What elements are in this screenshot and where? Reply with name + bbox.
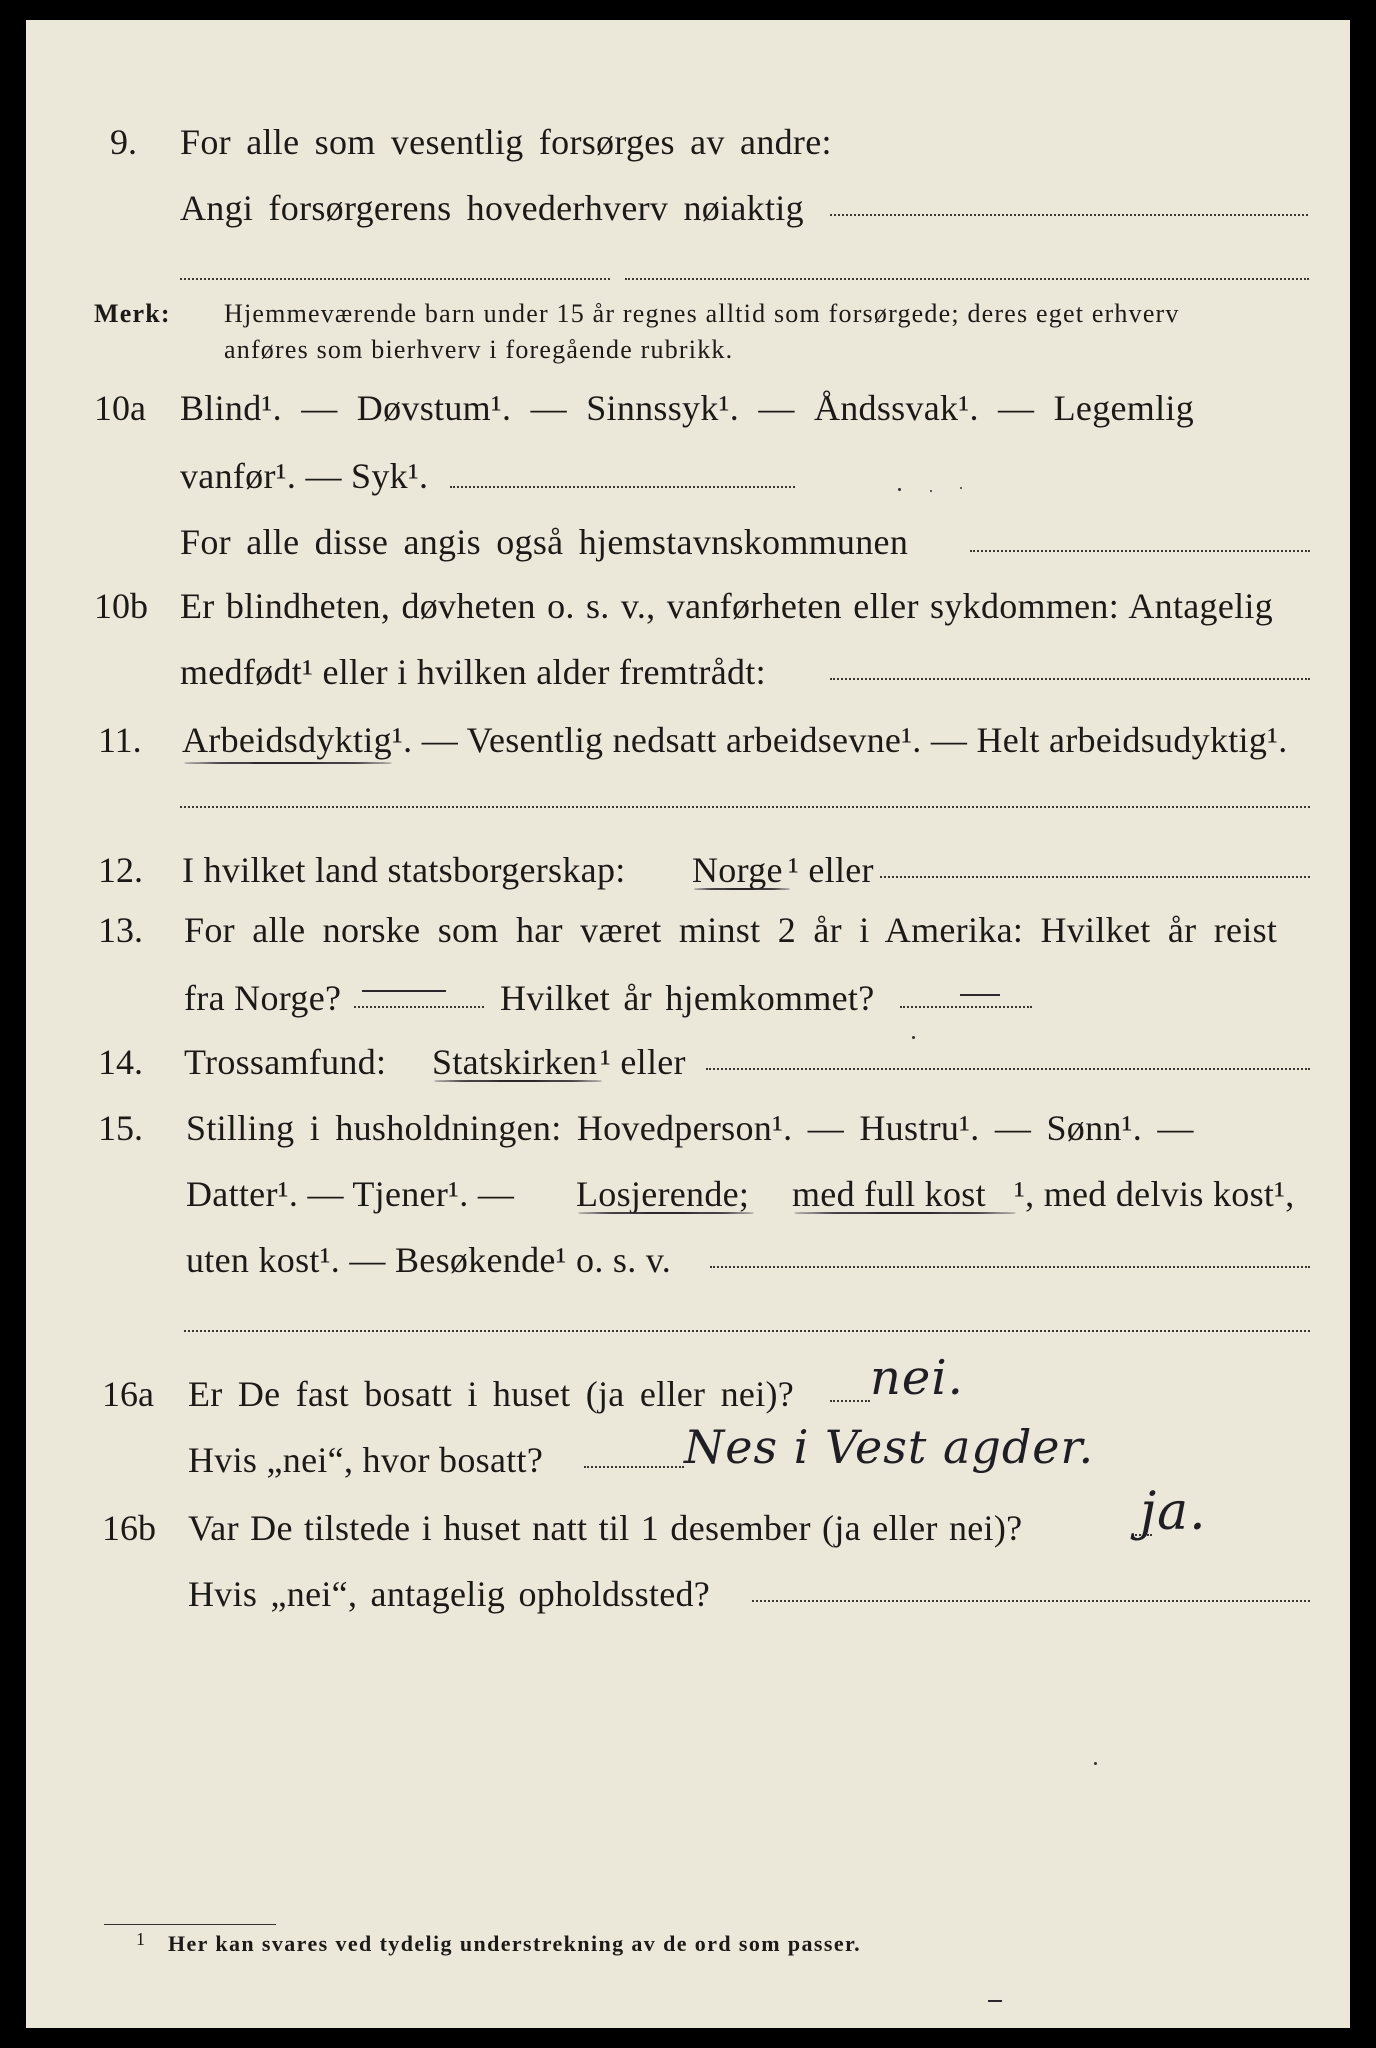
handwritten-answer-16a: nei. [870, 1350, 964, 1406]
q10a-hjemstavn-line[interactable] [970, 550, 1310, 552]
q9-answer-line[interactable] [830, 214, 1308, 216]
q16b-number: 16b [102, 1508, 156, 1548]
ink-mark [988, 2000, 1002, 2002]
q10a-line3: For alle disse angis også hjemstavnskommunen [180, 522, 909, 562]
q11-number: 11. [98, 720, 142, 760]
q16a-number: 16a [102, 1374, 154, 1414]
handwritten-underline [694, 888, 790, 890]
q13-hjemkommet-label: Hvilket år hjemkommet? [500, 978, 875, 1018]
q12-eller: ¹ eller [788, 850, 874, 890]
merk-line2: anføres som bierhverv i foregående rubrikk. [224, 335, 734, 364]
merk-line1: Hjemmeværende barn under 15 år regnes alltid som forsørgede; deres eget erhverv [224, 299, 1180, 328]
q9-line2: Angi forsørgerens hovederhverv nøiaktig [180, 188, 804, 228]
q15-answer-line[interactable] [710, 1266, 1310, 1268]
handwritten-answer-16b: ja. [1140, 1482, 1207, 1542]
q16b-opholdssted-line[interactable] [752, 1600, 1310, 1602]
q13-reist-label: fra Norge? [184, 978, 342, 1018]
footnote-text: Her kan svares ved tydelig understrekning av de ord som passer. [168, 1931, 862, 1956]
q9-line1: For alle som vesentlig forsørges av andre: [180, 122, 832, 162]
q16a-answer-line[interactable] [830, 1400, 870, 1402]
handwritten-dash [362, 990, 446, 992]
q9-answer-line-2a[interactable] [180, 278, 610, 280]
q14-answer-line[interactable] [706, 1068, 1310, 1070]
q16a-line1: Er De fast bosatt i huset (ja eller nei)? [188, 1374, 795, 1414]
q14-option-statskirken[interactable]: Statskirken [432, 1042, 598, 1082]
q11-answer-line[interactable] [180, 806, 1310, 808]
q10b-answer-line[interactable] [830, 678, 1310, 680]
handwritten-dash [960, 994, 1000, 996]
ink-speck [930, 490, 932, 492]
q16a-line2: Hvis „nei“, hvor bosatt? [188, 1440, 544, 1480]
q15-option-full-kost[interactable]: med full kost [792, 1174, 986, 1214]
q14-eller: ¹ eller [600, 1042, 686, 1082]
q12-option-norge[interactable]: Norge [692, 850, 783, 890]
q13-line1: For alle norske som har været minst 2 år i Amerika: Hvilket år reist [184, 910, 1278, 950]
q12-number: 12. [98, 850, 143, 890]
q10a-number: 10a [94, 388, 146, 428]
ink-speck [960, 487, 962, 489]
handwritten-answer-16a-place: Nes i Vest agder. [684, 1420, 1095, 1474]
q13-hjemkommet-line[interactable] [900, 1006, 1032, 1008]
q13-reist-line[interactable] [354, 1006, 484, 1008]
q12-answer-line[interactable] [880, 876, 1310, 878]
footnote-mark: 1 [136, 1929, 146, 1949]
q10b-number: 10b [94, 586, 148, 626]
footnote-rule [104, 1924, 276, 1925]
q10a-line2: vanfør¹. — Syk¹. [180, 456, 429, 496]
q12-question: I hvilket land statsborgerskap: [182, 850, 626, 890]
q15-line1: Stilling i husholdningen: Hovedperson¹. — Hustru¹. — Sønn¹. — [186, 1108, 1194, 1148]
q14-question: Trossamfund: [184, 1042, 387, 1082]
q16b-line1: Var De tilstede i huset natt til 1 desember (ja eller nei)? [188, 1508, 1023, 1548]
q10a-answer-line[interactable] [450, 486, 795, 488]
q10b-line2: medfødt¹ eller i hvilken alder fremtrådt: [180, 652, 766, 692]
q15-line2-start: Datter¹. — Tjener¹. — [186, 1174, 515, 1214]
q15-option-losjerende[interactable]: Losjerende; [576, 1174, 750, 1214]
q11-option-arbeidsdyktig[interactable]: Arbeidsdyktig [182, 720, 392, 760]
ink-speck [1094, 1762, 1097, 1765]
q13-number: 13. [98, 910, 143, 950]
q16a-place-line[interactable] [584, 1466, 684, 1468]
merk-label: Merk: [94, 299, 171, 328]
q10a-line1: Blind¹. — Døvstum¹. — Sinnssyk¹. — Åndssvak¹. — Legemlig [180, 388, 1194, 428]
ink-speck [898, 488, 901, 491]
q15-line2-end: ¹, med delvis kost¹, [1014, 1174, 1295, 1214]
handwritten-underline [794, 1212, 1016, 1214]
q11-other-options: ¹. — Vesentlig nedsatt arbeidsevne¹. — Helt arbeidsudyktig¹. [392, 720, 1288, 760]
q16b-line2: Hvis „nei“, antagelig opholdssted? [188, 1574, 711, 1614]
q15-number: 15. [98, 1108, 143, 1148]
q9-answer-line-2b[interactable] [625, 278, 1309, 280]
ink-speck [912, 1036, 915, 1039]
q10b-line1: Er blindheten, døvheten o. s. v., vanførheten eller sykdommen: Antagelig [180, 586, 1274, 626]
q15-answer-line-2[interactable] [184, 1330, 1310, 1332]
q9-number: 9. [110, 122, 137, 162]
q14-number: 14. [98, 1042, 143, 1082]
handwritten-underline [184, 762, 392, 764]
handwritten-underline [578, 1212, 754, 1214]
q15-line3: uten kost¹. — Besøkende¹ o. s. v. [186, 1240, 672, 1280]
handwritten-underline [434, 1080, 602, 1082]
